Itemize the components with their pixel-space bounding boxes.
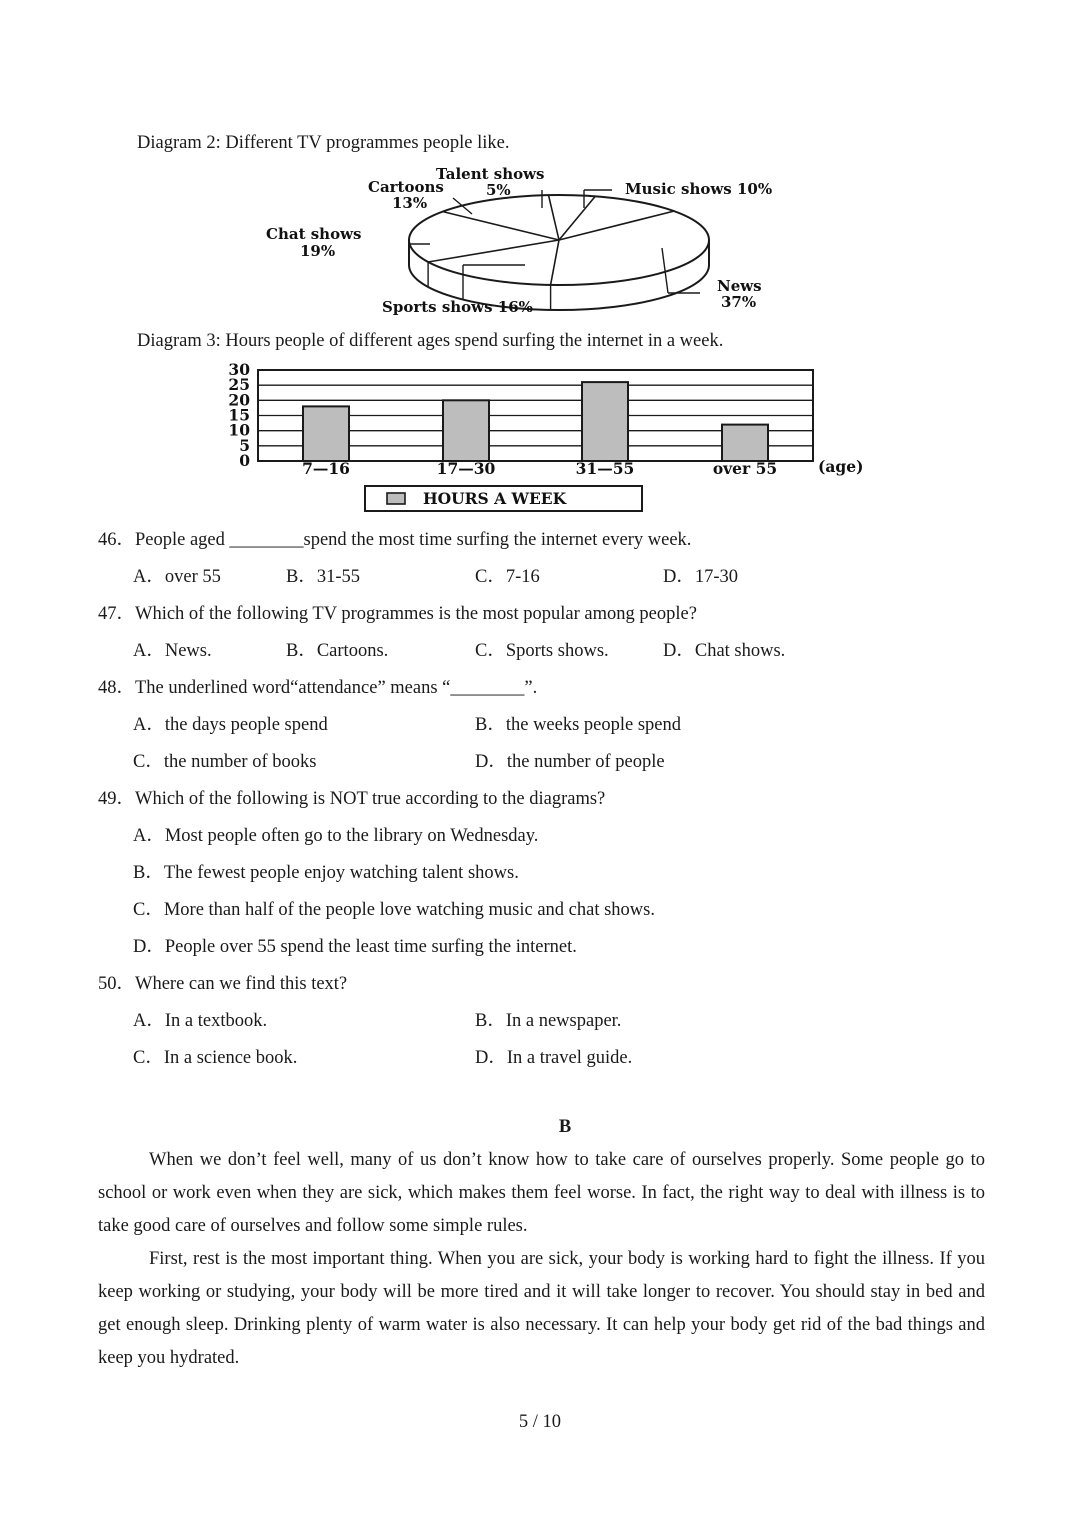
bar-chart-internet-hours <box>215 360 875 520</box>
q46-option-d[interactable]: D．17-30 <box>663 567 739 587</box>
x-tick-4: over 55 <box>712 459 778 478</box>
q50-option-a[interactable]: A．In a textbook. <box>133 1011 268 1031</box>
x-tick-1: 7—16 <box>302 459 350 478</box>
q49-option-c[interactable]: C．More than half of the people love watching music and chat shows. <box>133 900 655 920</box>
q50-option-d[interactable]: D．In a travel guide. <box>475 1048 633 1068</box>
q46-stem: 46．People aged ________spend the most time surfing the internet every week. <box>98 530 692 550</box>
y-tick-labels <box>228 360 250 470</box>
pie-divider-3 <box>559 211 674 240</box>
bar-2 <box>443 400 489 461</box>
y-tick-30: 30 <box>228 360 250 379</box>
pie-divider-4 <box>551 240 559 285</box>
label-talent-pct: 5% <box>486 181 511 199</box>
bar-3 <box>582 382 628 461</box>
pie-divider-6 <box>443 212 559 240</box>
x-axis-label: (age) <box>818 457 864 476</box>
bar-4 <box>722 425 768 461</box>
diagram2-caption: Diagram 2: Different TV programmes people like. <box>137 133 510 153</box>
label-chat: Chat shows <box>266 225 362 243</box>
q50-stem: 50．Where can we find this text? <box>98 974 348 994</box>
legend-label: HOURS A WEEK <box>423 489 567 508</box>
x-tick-2: 17—30 <box>436 459 496 478</box>
q48-stem: 48．The underlined word“attendance” means “________”. <box>98 678 538 698</box>
q46-option-b[interactable]: B．31-55 <box>286 567 361 587</box>
q49-stem: 49．Which of the following is NOT true according to the diagrams? <box>98 789 606 809</box>
pie-divider-5 <box>428 240 559 262</box>
label-chat-pct: 19% <box>300 242 336 260</box>
q48-option-c[interactable]: C．the number of books <box>133 752 317 772</box>
label-talent: Talent shows <box>436 165 545 183</box>
y-tick-25: 25 <box>228 375 250 395</box>
y-tick-10: 10 <box>228 420 250 440</box>
q50-option-c[interactable]: C．In a science book. <box>133 1048 298 1068</box>
bars <box>303 382 768 461</box>
label-sports: Sports shows 16% <box>382 298 533 316</box>
q47-option-a[interactable]: A．News. <box>133 641 212 661</box>
label-news-pct: 37% <box>721 293 757 311</box>
q49-option-a[interactable]: A．Most people often go to the library on Wednesday. <box>133 826 539 846</box>
q47-option-c[interactable]: C．Sports shows. <box>475 641 609 661</box>
q46-option-c[interactable]: C．7-16 <box>475 567 540 587</box>
x-tick-3: 31—55 <box>575 459 635 478</box>
label-cartoons-pct: 13% <box>392 194 428 212</box>
y-tick-20: 20 <box>228 390 250 410</box>
pie-divider-2 <box>559 196 595 240</box>
label-music: Music shows 10% <box>625 180 773 198</box>
label-news: News <box>717 277 762 295</box>
legend-swatch <box>387 493 405 504</box>
q47-option-d[interactable]: D．Chat shows. <box>663 641 786 661</box>
leader-cartoons <box>453 198 472 214</box>
q48-option-d[interactable]: D．the number of people <box>475 752 665 772</box>
q47-stem: 47．Which of the following TV programmes is the most popular among people? <box>98 604 697 624</box>
y-tick-15: 15 <box>228 405 250 425</box>
section-b-heading: B <box>558 1117 572 1137</box>
bar-1 <box>303 406 349 461</box>
q49-option-d[interactable]: D．People over 55 spend the least time surfing the internet. <box>133 937 577 957</box>
pie-chart-tv-programmes <box>250 160 830 320</box>
section-b-paragraph-1: When we don’t feel well, many of us don’t know how to take care of ourselves properly. Some people go to school or work even when they are sick, which makes them feel worse. In fact, the right way to deal with illness is to take good care of ourselves and follow some simple rules. <box>98 1150 985 1236</box>
pie-divider-1 <box>549 195 560 240</box>
q47-option-b[interactable]: B．Cartoons. <box>286 641 389 661</box>
y-tick-0: 0 <box>239 451 250 470</box>
y-tick-5: 5 <box>239 435 250 455</box>
q49-option-b[interactable]: B．The fewest people enjoy watching talent shows. <box>133 863 519 883</box>
diagram3-caption: Diagram 3: Hours people of different ages spend surfing the internet in a week. <box>137 331 724 351</box>
page-number: 5 / 10 <box>518 1412 562 1432</box>
legend <box>365 486 642 511</box>
pie-3d-body <box>409 195 709 310</box>
q50-option-b[interactable]: B．In a newspaper. <box>475 1011 622 1031</box>
q48-option-b[interactable]: B．the weeks people spend <box>475 715 682 735</box>
q48-option-a[interactable]: A．the days people spend <box>133 715 328 735</box>
section-b-paragraph-2: First, rest is the most important thing. When you are sick, your body is working hard to fight the illness. If you keep working or studying, your body will be more tired and it will take longer to recover. You should stay in bed and get enough sleep. Drinking plenty of warm water is also necessary. It can help your body get rid of the bad things and keep you hydrated. <box>98 1249 985 1368</box>
label-cartoons: Cartoons <box>368 178 444 196</box>
q46-option-a[interactable]: A．over 55 <box>133 567 221 587</box>
